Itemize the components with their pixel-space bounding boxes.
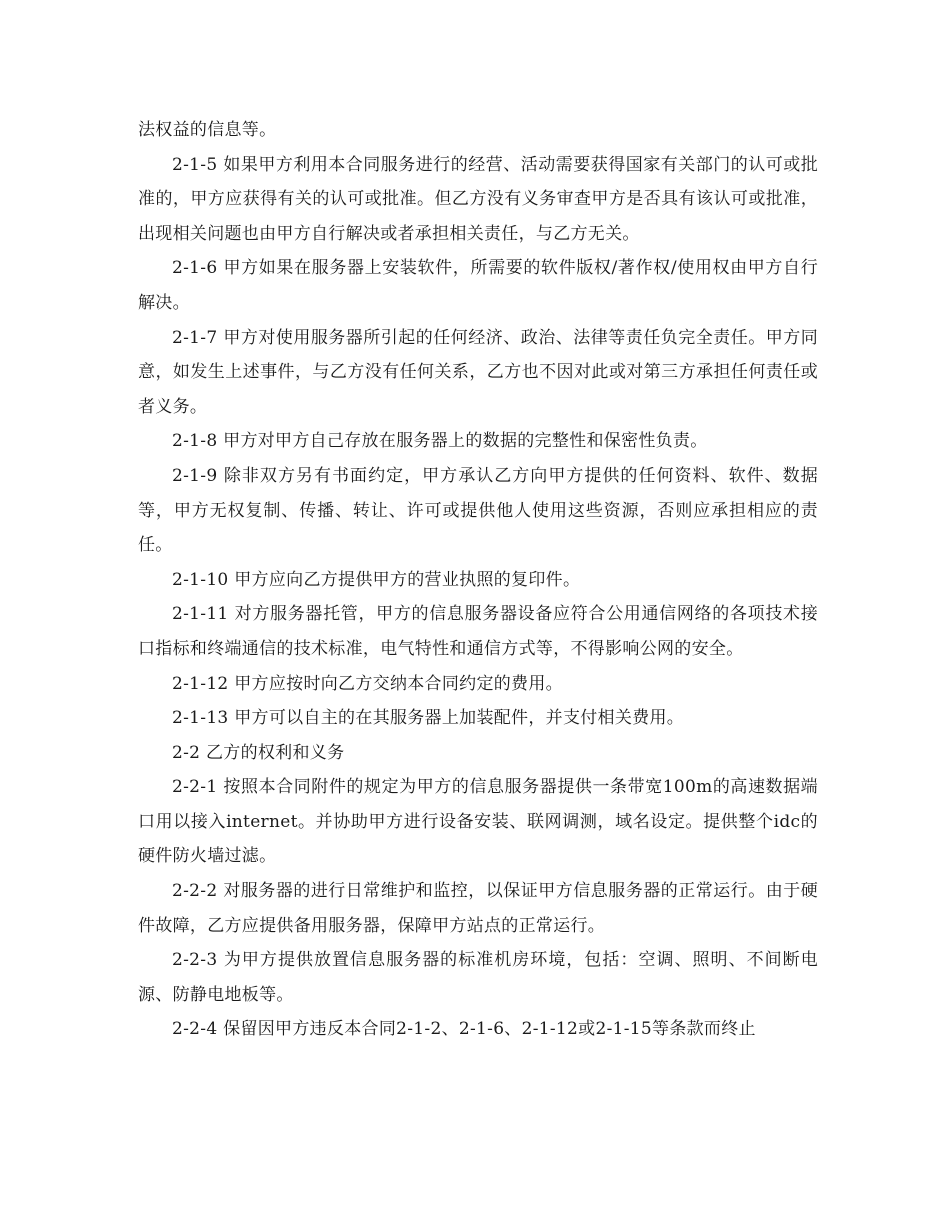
clause-2-2-1: 2-2-1 按照本合同附件的规定为甲方的信息服务器提供一条带宽100m的高速数据端口用以接入internet。并协助甲方进行设备安装、联网调测，域名设定。提供整个idc的硬件防火墙过滤。 (138, 777, 818, 867)
clause-2-1-7: 2-1-7 甲方对使用服务器所引起的任何经济、政治、法律等责任负完全责任。甲方同意，如发生上述事件，与乙方没有任何关系，乙方也不因对此或对第三方承担任何责任或者义务。 (138, 327, 818, 417)
document-page (138, 113, 818, 1047)
clause-2-2-3: 2-2-3 为甲方提供放置信息服务器的标准机房环境，包括：空调、照明、不间断电源、防静电地板等。 (138, 950, 818, 1005)
clause-2-2-2: 2-2-2 对服务器的进行日常维护和监控，以保证甲方信息服务器的正常运行。由于硬件故障，乙方应提供备用服务器，保障甲方站点的正常运行。 (138, 881, 818, 936)
clause-2-1-10: 2-1-10 甲方应向乙方提供甲方的营业执照的复印件。 (172, 569, 581, 590)
clause-2-1-6: 2-1-6 甲方如果在服务器上安装软件，所需要的软件版权/著作权/使用权由甲方自行解决。 (138, 258, 818, 313)
clause-2-1-8: 2-1-8 甲方对甲方自己存放在服务器上的数据的完整性和保密性负责。 (172, 431, 708, 452)
clause-2-1-12: 2-1-12 甲方应按时向乙方交纳本合同约定的费用。 (172, 673, 563, 694)
clause-2-2-4: 2-2-4 保留因甲方违反本合同2-1-2、2-1-6、2-1-12或2-1-15等条款而终止 (172, 1019, 756, 1040)
clause-2-1-5: 2-1-5 如果甲方利用本合同服务进行的经营、活动需要获得国家有关部门的认可或批准的，甲方应获得有关的认可或批准。但乙方没有义务审查甲方是否具有该认可或批准，出现相关问题也由甲方自行解决或者承担相关责任，与乙方无关。 (138, 154, 818, 244)
section-heading-2-2: 2-2 乙方的权利和义务 (172, 742, 345, 763)
clause-2-1-9: 2-1-9 除非双方另有书面约定，甲方承认乙方向甲方提供的任何资料、软件、数据等，甲方无权复制、传播、转让、许可或提供他人使用这些资源，否则应承担相应的责任。 (138, 465, 818, 556)
clause-2-1-11: 2-1-11 对方服务器托管，甲方的信息服务器设备应符合公用通信网络的各项技术接口指标和终端通信的技术标准，电气特性和通信方式等，不得影响公网的安全。 (138, 604, 818, 659)
paragraph-continuation: 法权益的信息等。 (138, 120, 277, 140)
clause-2-1-13: 2-1-13 甲方可以自主的在其服务器上加装配件，并支付相关费用。 (172, 708, 685, 729)
